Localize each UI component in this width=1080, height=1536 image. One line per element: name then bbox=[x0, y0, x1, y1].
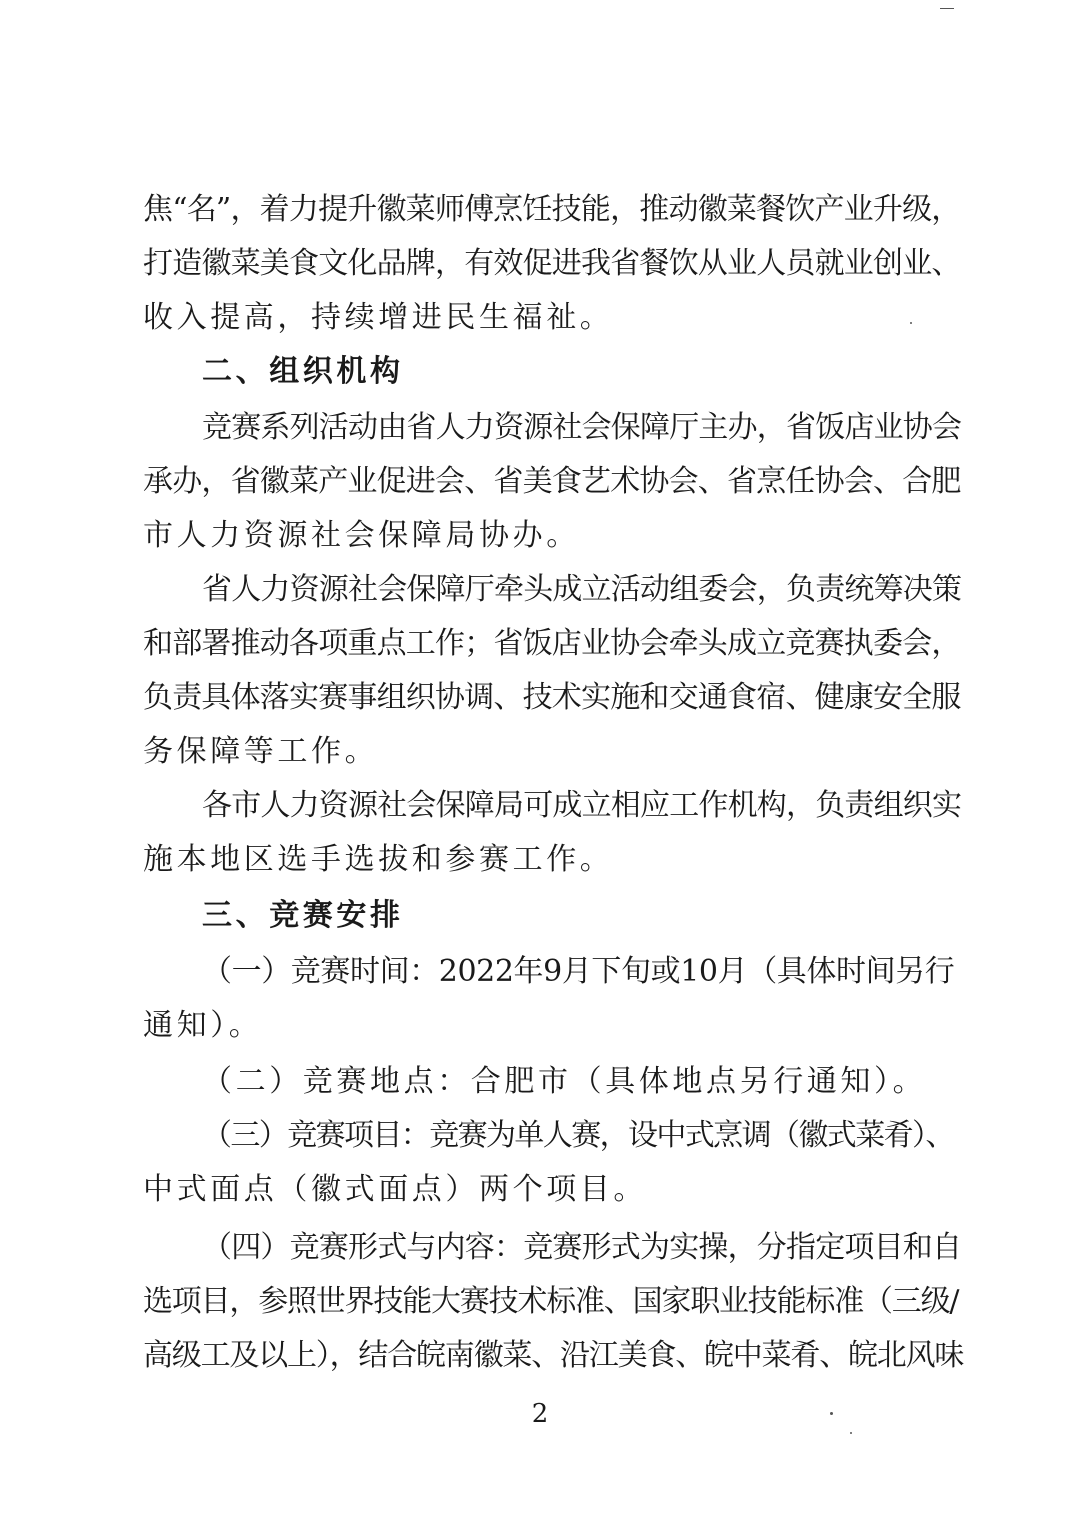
paragraph-line: 选项目，参照世界技能大赛技术标准、国家职业技能标准（三级/ bbox=[143, 1284, 959, 1319]
paragraph-line: 竞赛系列活动由省人力资源社会保障厅主办，省饭店业协会 bbox=[202, 410, 962, 445]
paragraph-line: （四）竞赛形式与内容：竞赛形式为实操，分指定项目和自 bbox=[202, 1230, 962, 1265]
section-heading-competition-arrangement: 三、竞赛安排 bbox=[202, 898, 404, 933]
paragraph-line: 打造徽菜美食文化品牌，有效促进我省餐饮从业人员就业创业、 bbox=[143, 246, 961, 281]
paragraph-line: 各市人力资源社会保障局可成立相应工作机构，负责组织实 bbox=[202, 788, 962, 823]
scan-speck bbox=[850, 1432, 852, 1434]
section-heading-organization: 二、组织机构 bbox=[202, 354, 404, 389]
paragraph-line: 施本地区选手选拔和参赛工作。 bbox=[143, 842, 614, 877]
paragraph-line: 负责具体落实赛事组织协调、技术实施和交通食宿、健康安全服 bbox=[143, 680, 961, 715]
paragraph-line: 省人力资源社会保障厅牵头成立活动组委会，负责统筹决策 bbox=[202, 572, 962, 607]
paragraph-line: 务保障等工作。 bbox=[143, 734, 379, 769]
paragraph-line: 和部署推动各项重点工作；省饭店业协会牵头成立竞赛执委会， bbox=[143, 626, 961, 661]
paragraph-line: 收入提高，持续增进民生福祉。 bbox=[143, 300, 614, 335]
paragraph-line: 中式面点（徽式面点）两个项目。 bbox=[143, 1172, 647, 1207]
scan-speck bbox=[940, 8, 954, 9]
paragraph-line: （一）竞赛时间：2022年9月下旬或10月（具体时间另行 bbox=[202, 954, 955, 989]
paragraph-line: 高级工及以上），结合皖南徽菜、沿江美食、皖中菜肴、皖北风味 bbox=[143, 1338, 964, 1373]
scan-speck bbox=[830, 1412, 833, 1415]
paragraph-line: 市人力资源社会保障局协办。 bbox=[143, 518, 580, 553]
paragraph-line: 承办，省徽菜产业促进会、省美食艺术协会、省烹任协会、合肥 bbox=[143, 464, 961, 499]
page-number: 2 bbox=[531, 1399, 549, 1429]
paragraph-line: （二）竞赛地点：合肥市（具体地点另行通知）。 bbox=[202, 1064, 927, 1099]
paragraph-line: 通知）。 bbox=[143, 1008, 263, 1043]
scan-speck bbox=[910, 322, 912, 324]
paragraph-line: 焦“名”，着力提升徽菜师傅烹饪技能，推动徽菜餐饮产业升级， bbox=[143, 192, 961, 227]
paragraph-line: （三）竞赛项目：竞赛为单人赛，设中式烹调（徽式菜肴）、 bbox=[202, 1118, 954, 1153]
